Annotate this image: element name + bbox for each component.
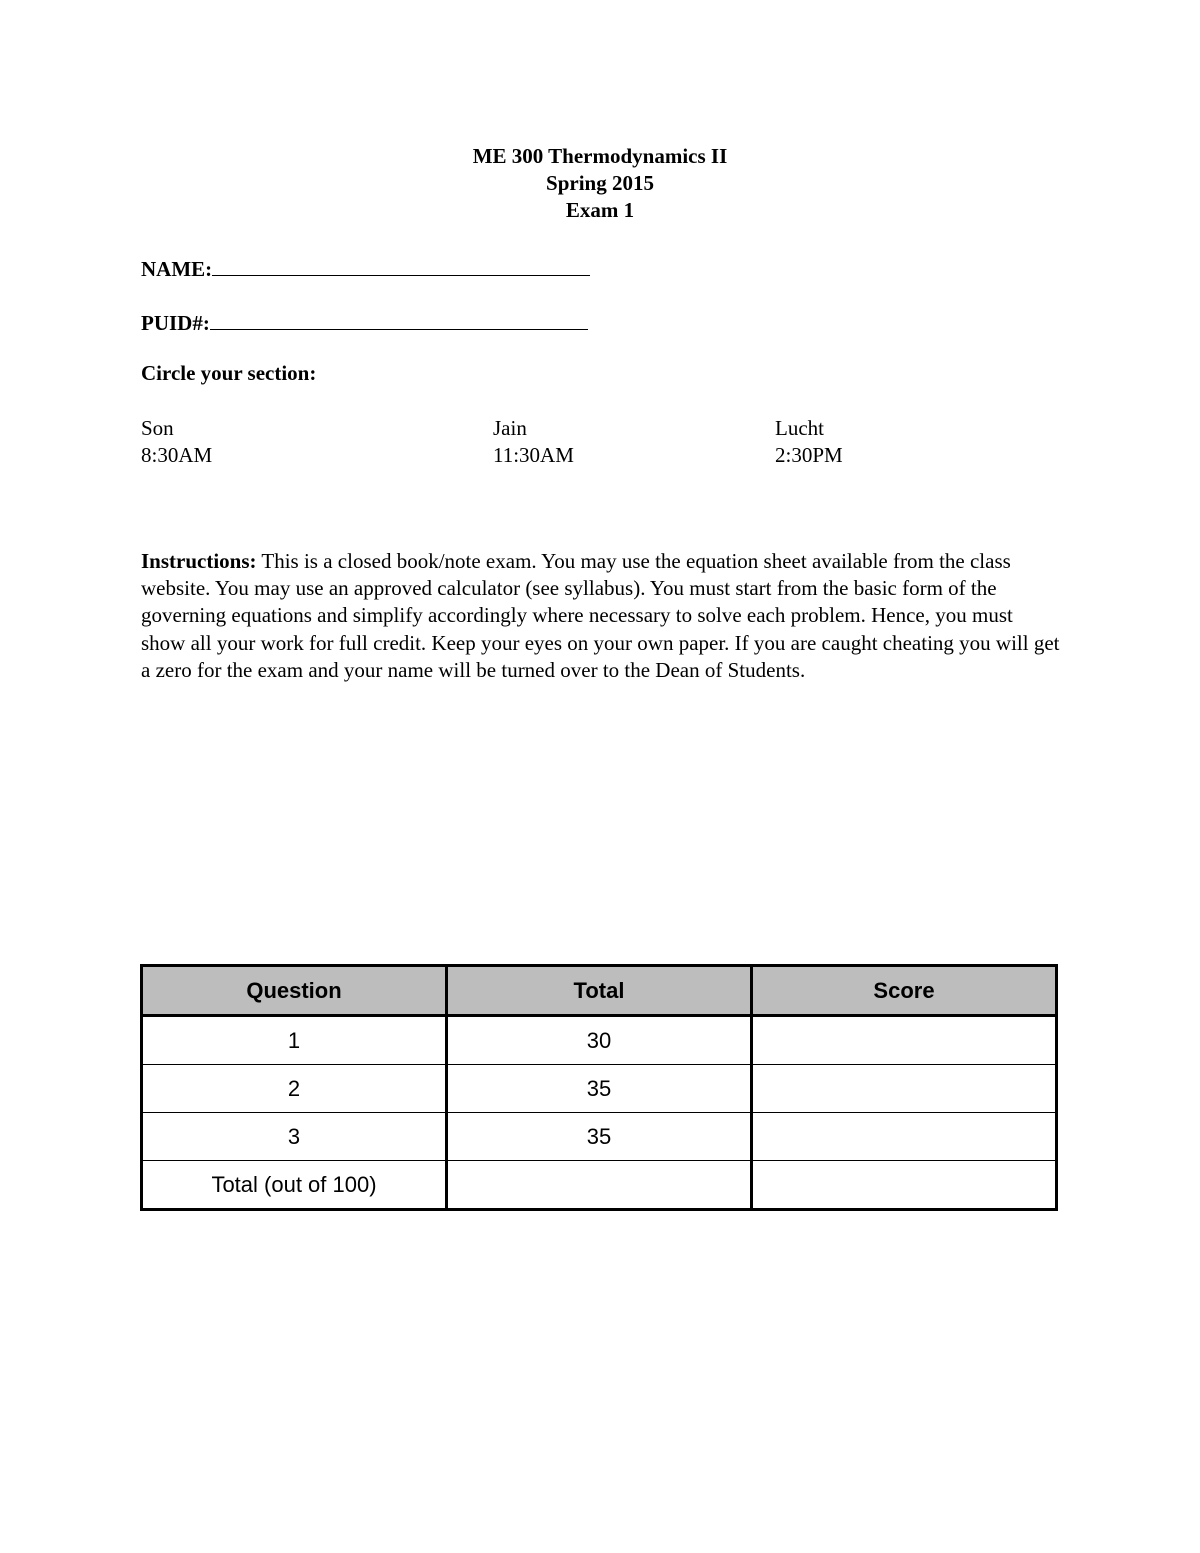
cell-score[interactable] bbox=[752, 1065, 1057, 1113]
cell-total: 35 bbox=[447, 1065, 752, 1113]
exam-title: Exam 1 bbox=[565, 198, 635, 222]
section-time: 11:30AM bbox=[493, 443, 574, 467]
cell-question: 1 bbox=[142, 1016, 447, 1065]
section-instructor: Lucht bbox=[775, 416, 824, 440]
term: Spring 2015 bbox=[546, 171, 654, 195]
cell-score[interactable] bbox=[752, 1016, 1057, 1065]
section-option-lucht[interactable] bbox=[775, 415, 843, 469]
cell-total[interactable] bbox=[447, 1161, 752, 1210]
instructions-text: This is a closed book/note exam. You may use the equation sheet available from the class website. You may use an approved calculator (see syllabus). You must start from the basic form of the governing equations and simplify accordingly where necessary to solve each problem. Hence, you must show all your work for full credit. Keep your eyes on your own paper. If you are caught cheating you will get a zero for the exam and your name will be turned over to the Dean of Students. bbox=[141, 549, 1060, 682]
table-row bbox=[142, 1065, 1057, 1113]
cell-question: 3 bbox=[142, 1113, 447, 1161]
name-label: NAME: bbox=[141, 257, 213, 281]
section-option-jain[interactable] bbox=[493, 415, 574, 469]
cell-score[interactable] bbox=[752, 1161, 1057, 1210]
cell-total: 30 bbox=[447, 1016, 752, 1065]
puid-label: PUID#: bbox=[141, 311, 210, 335]
instructions-paragraph bbox=[141, 548, 1061, 684]
section-prompt: Circle your section: bbox=[141, 361, 317, 385]
section-instructor: Son bbox=[141, 416, 174, 440]
name-blank[interactable] bbox=[212, 253, 590, 276]
score-table bbox=[140, 964, 1058, 1211]
cell-question: 2 bbox=[142, 1065, 447, 1113]
section-option-son[interactable] bbox=[141, 415, 212, 469]
header-question: Question bbox=[142, 966, 447, 1016]
table-row-total bbox=[142, 1161, 1057, 1210]
table-row bbox=[142, 1016, 1057, 1065]
header-total: Total bbox=[447, 966, 752, 1016]
instructions-label: Instructions: bbox=[141, 549, 257, 573]
cell-score[interactable] bbox=[752, 1113, 1057, 1161]
name-field[interactable] bbox=[141, 253, 590, 283]
course-title: ME 300 Thermodynamics II bbox=[472, 144, 728, 168]
puid-field[interactable] bbox=[141, 307, 588, 337]
puid-blank[interactable] bbox=[210, 307, 588, 330]
table-header-row bbox=[142, 966, 1057, 1016]
exam-header bbox=[0, 143, 1200, 224]
table-row bbox=[142, 1113, 1057, 1161]
cell-total: 35 bbox=[447, 1113, 752, 1161]
header-score: Score bbox=[752, 966, 1057, 1016]
section-time: 8:30AM bbox=[141, 443, 213, 467]
section-instructor: Jain bbox=[493, 416, 527, 440]
cell-question: Total (out of 100) bbox=[142, 1161, 447, 1210]
section-time: 2:30PM bbox=[775, 443, 843, 467]
